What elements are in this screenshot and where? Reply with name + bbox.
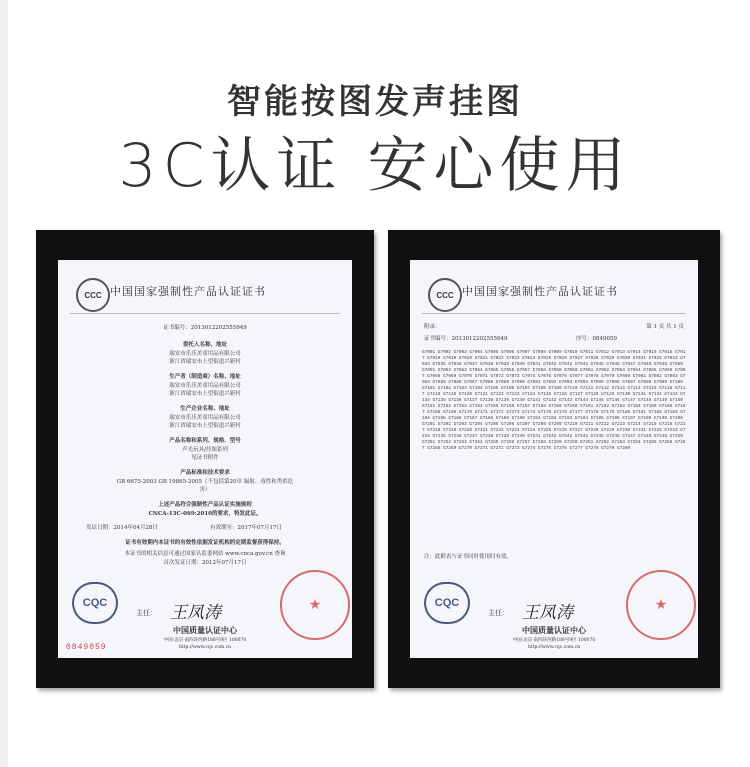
- certificate-serial: 0849059: [66, 643, 107, 652]
- cqc-logo-icon: CQC: [72, 582, 118, 624]
- cqc-logo-icon: CQC: [424, 582, 470, 624]
- org-address: 中国·北京·南四环西路188号9区 100070: [163, 638, 247, 643]
- certificate-left: [58, 260, 352, 658]
- cert-number-row: 证书编号：2013012202555949: [163, 325, 247, 331]
- applicant-label: 委托人名称、地址: [182, 342, 227, 348]
- headline-product: 智能按图发声挂图: [227, 82, 523, 122]
- official-seal-icon: ★: [280, 570, 350, 640]
- standard-line1: GB 6675-2003 GB 19865-2005（不包括第20章 辐射、毒性和类似危: [116, 479, 294, 485]
- director-label: 主任：: [136, 609, 157, 617]
- model-code-list: G7001 G7002 G7003 G7004 G7005 G7006 G7007 G7008 G7009 G7010 G7011 G7012 G7013 G7014 G7015 G7016 G7017 G7018 G7019 G7020 G7021 G7022 G7023 G7024 G7025 G7026 G7027 G7028 G7029 G7030 G7031 G7032 G7033 G7034 G7035 G7036 G7037 G7038 G7039 G7040 G7041 G7042 G7043 G7044 G7045 G7046 G7047 G7048 G7049 G7050 G7051 G7052 G7053 G7054 G7055 G7056 G7057 G7058 G7059 G7060 G7061 G7062 G7063 G7064 G7065 G7066 G7067 G7068 G7069 G7070 G7071 G7072 G7073 G7074 G7075 G7076 G7077 G7078 G7079 G7080 G7081 G7082 G7083 G7084 G7085 G7086 G7087 G7088 G7089 G7090 G7091 G7092 G7093 G7094 G7095 G7096 G7097 G7098 G7099 G7100 G7101 G7102 G7103 G7104 G7105 G7106 G7107 G7108 G7109 G7110 G7111 G7112 G7113 G7114 G7115 G7116 G7117 G7118 G7119 G7120 G7121 G7122 G7123 G7124 G7125 G7126 G7127 G7128 G7129 G7130 G7131 G7132 G7133 G7134 G7135 G7136 G7137 G7138 G7139 G7140 G7141 G7142 G7143 G7144 G7145 G7146 G7147 G7148 G7149 G7150 G7151 G7152 G7153 G7154 G7155 G7156 G7157 G7158 G7159 G7160 G7161 G7162 G7163 G7164 G7165 G7166 G7167 G7168 G7169 G7170 G7171 G7172 G7173 G7174 G7175 G7176 G7177 G7178 G7179 G7180 G7181 G7182 G7183 G7184 G7185 G7186 G7187 G7188 G7189 G7190 G7191 G7192 G7193 G7194 G7195 G7196 G7197 G7198 G7199 G7200 G7201 G7202 G7203 G7204 G7205 G7206 G7207 G7208 G7209 G7210 G7211 G7212 G7213 G7214 G7215 G7216 G7217 G7218 G7219 G7220 G7221 G7222 G7223 G7224 G7225 G7226 G7227 G7228 G7229 G7230 G7231 G7232 G7233 G7234 G7235 G7236 G7237 G7238 G7239 G7240 G7241 G7242 G7243 G7244 G7245 G7246 G7247 G7248 G7249 G7250 G7251 G7252 G7253 G7254 G7255 G7256 G7257 G7258 G7259 G7260 G7261 G7262 G7263 G7264 G7265 G7266 G7267 G7268 G7269 G7270 G7271 G7272 G7273 G7274 G7275 G7276 G7277 G7278 G7279 G7280: [422, 350, 686, 451]
- issue-date-row: 发证日期：2014年04月28日: [86, 525, 159, 531]
- product-label: 产品名称和系列、规格、型号: [169, 438, 241, 444]
- director-label: 主任：: [488, 609, 509, 617]
- certificate-frame-left: [36, 230, 374, 688]
- divider: [70, 313, 340, 314]
- validity-note: 证书有效期内本证书的有效性依据发证机构的定期监督获得保持。: [125, 540, 285, 546]
- factory-line2: 浙江省瑞安市上望街道兴新村: [169, 423, 241, 429]
- factory-label: 生产企业名称、地址: [180, 406, 230, 412]
- annex-footnote: 注：此附表与证书同时使用时有效。: [424, 554, 513, 560]
- standard-label: 产品标准和技术要求: [180, 470, 230, 476]
- first-issue-date: 首次发证日期：2012年07月17日: [163, 560, 247, 566]
- org-name: 中国质量认证中心: [522, 625, 586, 635]
- org-website: http://www.cqc.com.cn: [527, 645, 581, 650]
- applicant-line2: 浙江省瑞安市上望街道兴新村: [169, 359, 241, 365]
- certificate-frame-right: [388, 230, 720, 688]
- standard-line2: 害）: [199, 487, 211, 493]
- annex-label: 附录：: [424, 324, 441, 330]
- page-info: 第 1 页 共 1 页: [646, 324, 684, 330]
- product-line1: 声光玩具/挂图系列: [182, 447, 228, 453]
- org-website: http://www.cqc.com.cn: [178, 645, 232, 650]
- ccc-logo-icon: CCC: [76, 278, 110, 312]
- director-signature: 王凤涛: [170, 603, 221, 623]
- factory-line1: 瑞安市乐乐美童用品有限公司: [169, 415, 241, 421]
- cert-number-row: 证书编号：2013012202555949: [424, 336, 508, 342]
- applicant-line1: 瑞安市乐乐美童用品有限公司: [169, 351, 241, 357]
- verification-note: 本证书的相关信息可通过国家认监委网站 www.cnca.gov.cn 查询: [124, 551, 286, 557]
- expiry-date-row: 有效期至：2017年07月17日: [210, 525, 283, 531]
- certificate-title: 中国国家强制性产品认证证书: [462, 285, 618, 298]
- rule-line1: 上述产品符合强制性产品认证实施规则: [158, 502, 252, 508]
- producer-line1: 瑞安市乐乐美童用品有限公司: [169, 383, 241, 389]
- director-signature: 王凤涛: [522, 603, 573, 623]
- official-seal-icon: ★: [626, 570, 696, 640]
- product-line2: 见证书附件: [191, 455, 219, 461]
- serial-row: 序号：0849059: [576, 336, 618, 342]
- producer-label: 生产者（制造商）名称、地址: [169, 374, 241, 380]
- certificate-right: [410, 260, 698, 658]
- rule-line2: CNCA-13C-069:2010的要求，特发此证。: [148, 511, 262, 517]
- org-name: 中国质量认证中心: [173, 625, 237, 635]
- headline-3c-certification: 3C认证 安心使用: [118, 131, 632, 201]
- org-address: 中国·北京·南四环西路188号9区 100070: [512, 638, 596, 643]
- ccc-logo-icon: CCC: [428, 278, 462, 312]
- divider: [422, 313, 686, 314]
- certificate-title: 中国国家强制性产品认证证书: [110, 285, 266, 298]
- producer-line2: 浙江省瑞安市上望街道兴新村: [169, 391, 241, 397]
